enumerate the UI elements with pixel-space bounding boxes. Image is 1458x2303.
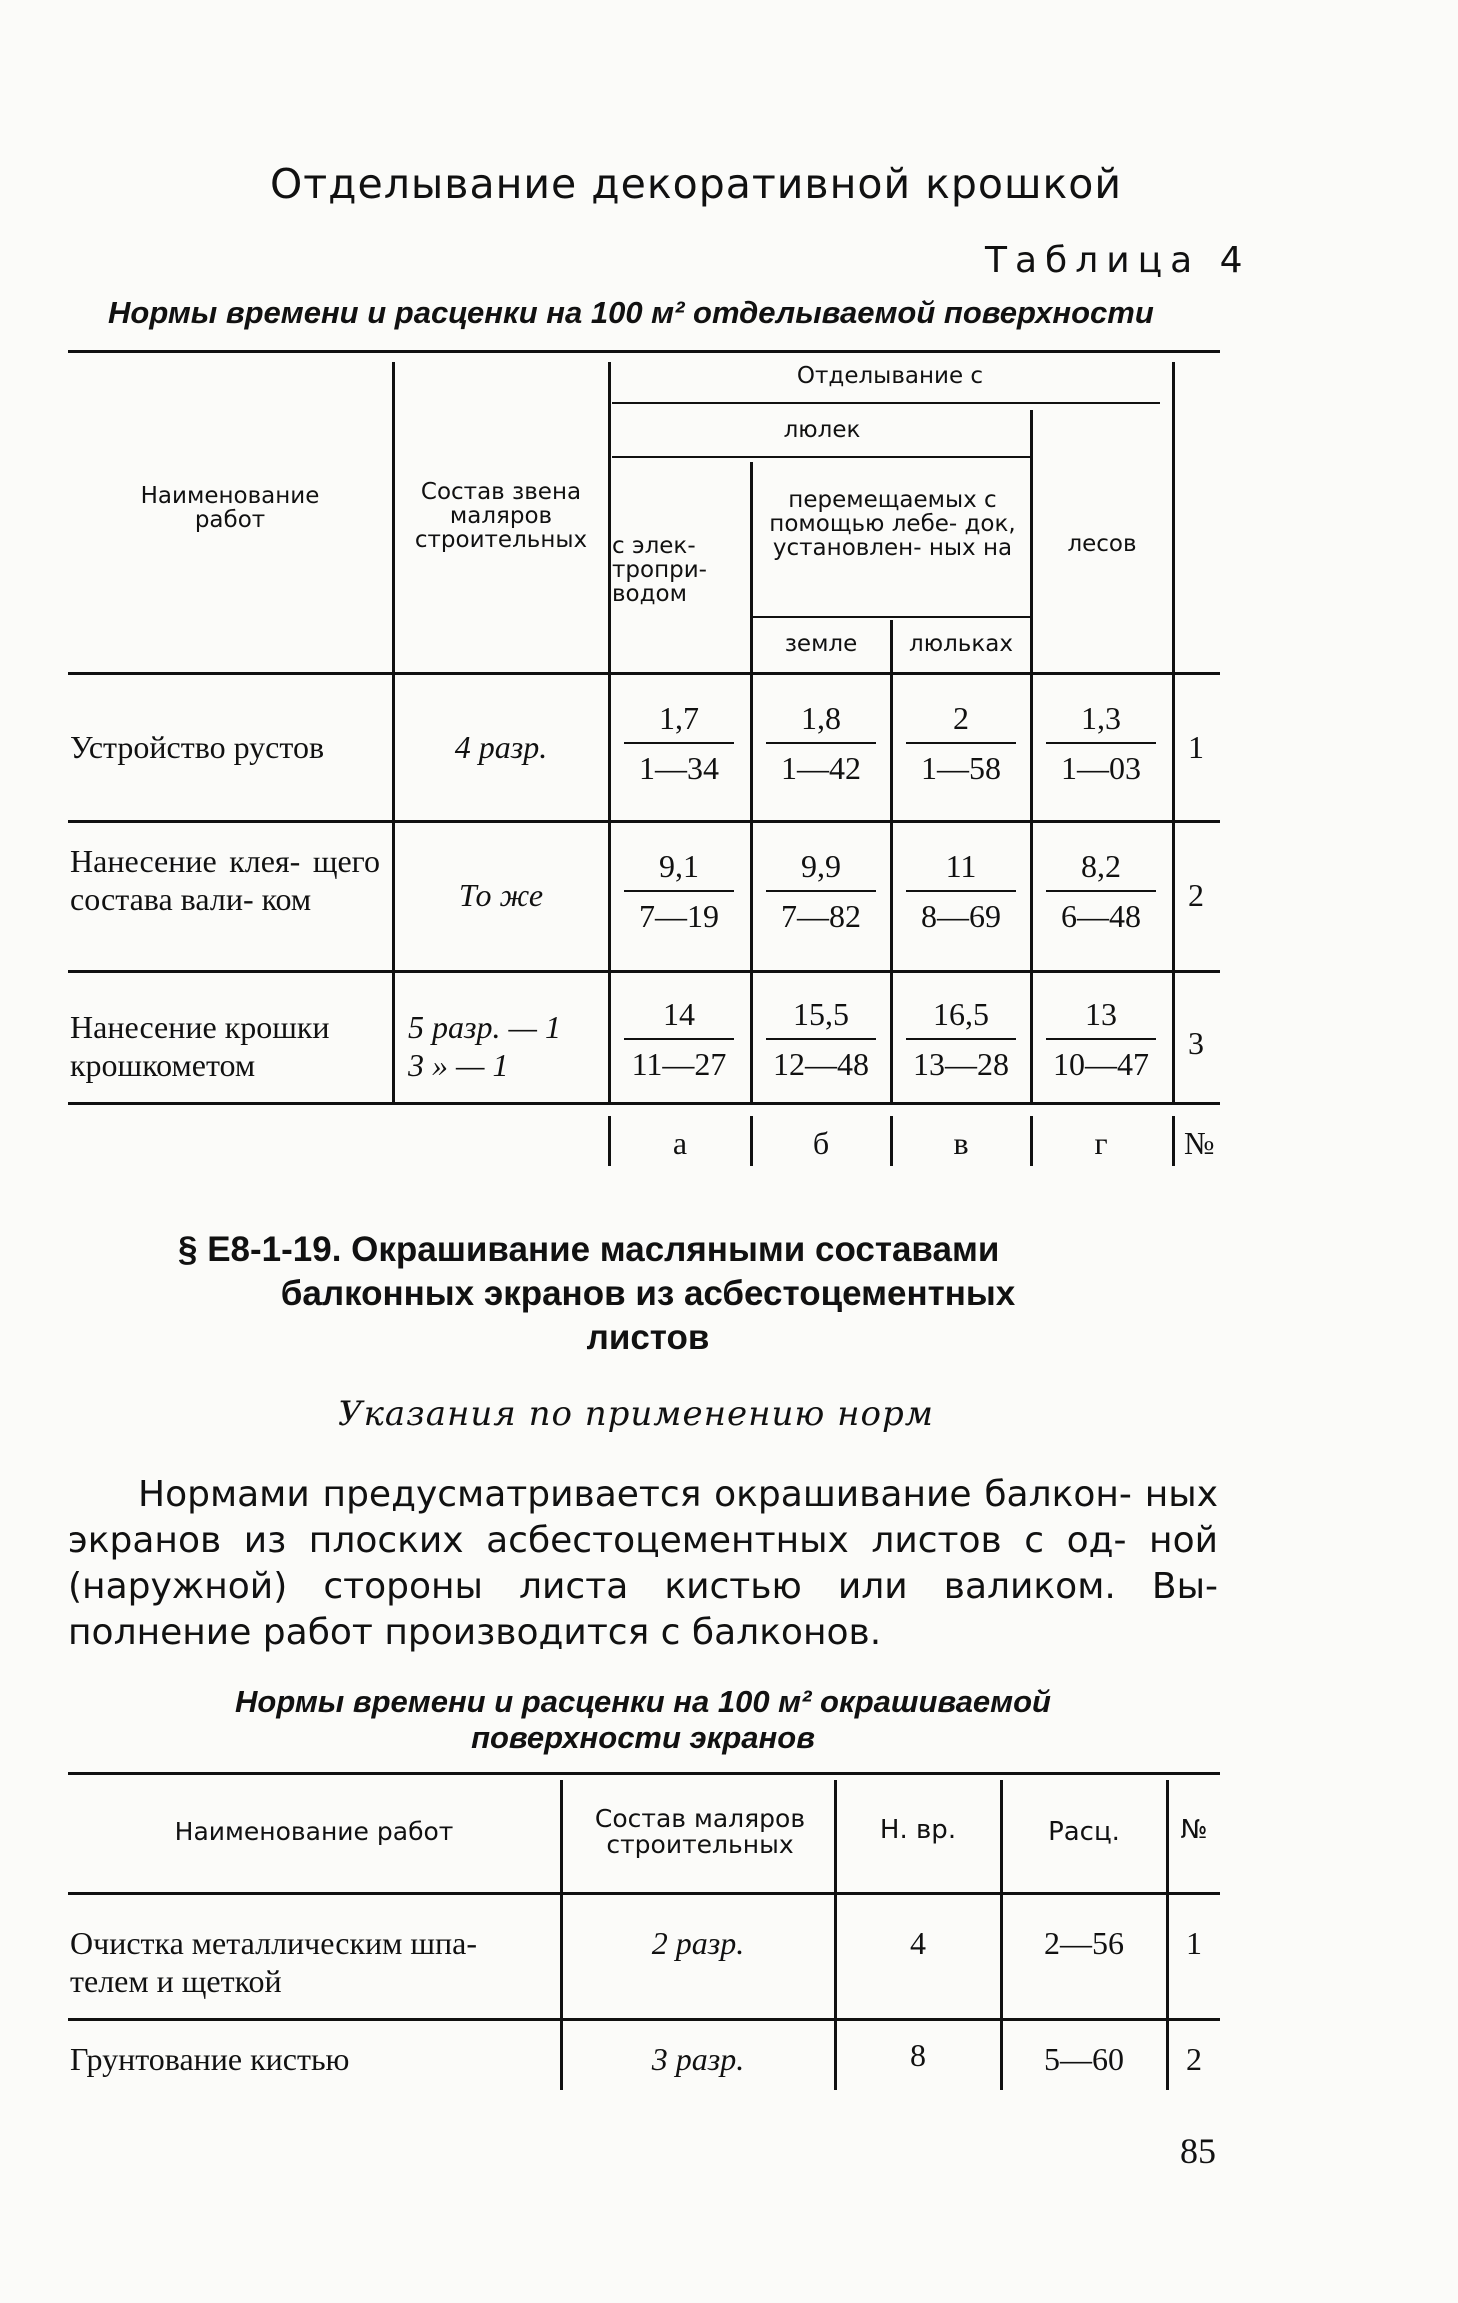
header-moved: перемещаемых с помощью лебе- док, установлен- ных на xyxy=(769,487,1016,561)
t2-row2-name: Грунтование кистью xyxy=(70,2041,350,2077)
row2-c-time: 11 xyxy=(945,848,977,884)
t2-vrule-4 xyxy=(1166,1780,1169,2090)
page-number: 85 xyxy=(1180,2131,1216,2171)
section2-heading-line2: балконных экранов из асбестоцементных xyxy=(280,1274,1016,1313)
rule-header-bottom xyxy=(68,672,1220,675)
header-crew: Состав звена маляров строительных xyxy=(414,479,588,553)
table-label: Таблица 4 xyxy=(985,240,1251,281)
footer-tick-4 xyxy=(1030,1116,1033,1166)
rule-row2 xyxy=(68,970,1220,973)
footer-b: б xyxy=(812,1125,830,1161)
footer-tick-2 xyxy=(750,1116,753,1166)
vrule-3 xyxy=(750,462,753,1102)
rule-row1 xyxy=(68,820,1220,823)
rule-group xyxy=(612,402,1160,404)
t2-vrule-3 xyxy=(1000,1780,1003,2090)
row3-a xyxy=(624,996,734,1082)
row2-b xyxy=(766,848,876,934)
row2-d-time: 8,2 xyxy=(1081,848,1121,884)
row1-d-time: 1,3 xyxy=(1081,700,1121,736)
t2-row1-rate: 2—56 xyxy=(1044,1925,1124,1961)
header-group: Отделывание с xyxy=(796,363,984,389)
row2-no: 2 xyxy=(1188,877,1204,913)
row2-d xyxy=(1046,848,1156,934)
row2-a-rate: 7—19 xyxy=(639,898,719,934)
table2-caption-line2: поверхности экранов xyxy=(471,1720,815,1755)
t2-vrule-2 xyxy=(834,1780,837,2090)
footer-c: в xyxy=(953,1125,969,1161)
row1-no: 1 xyxy=(1188,729,1204,765)
row1-a-rate: 1—34 xyxy=(639,750,719,786)
t2-header-time: Н. вр. xyxy=(879,1815,957,1845)
footer-a: а xyxy=(672,1125,688,1161)
rule-cradles xyxy=(612,456,1032,458)
t2-header-crew: Состав маляров строительных xyxy=(594,1804,806,1859)
row2-b-rate: 7—82 xyxy=(781,898,861,934)
footer-d: г xyxy=(1094,1125,1108,1161)
section2-paragraph: Нормами предусматривается окрашивание балкон- ных экранов из плоских асбестоцементных листов с од- ной (наружной) стороны листа кистью или валиком. Вы- полнение работ производится с балконов. xyxy=(68,1474,1218,1653)
row3-b-rate: 12—48 xyxy=(773,1046,869,1082)
section2-heading-line1: § Е8-1-19. Окрашивание масляными составами xyxy=(178,1230,1000,1269)
row2-d-rate: 6—48 xyxy=(1061,898,1141,934)
row1-b xyxy=(766,700,876,786)
row3-b-time: 15,5 xyxy=(793,996,849,1032)
t2-header-name: Наименование работ xyxy=(174,1817,454,1846)
row1-b-time: 1,8 xyxy=(801,700,841,736)
vrule-2 xyxy=(608,362,611,1102)
row3-name: Нанесение крошки крошкометом xyxy=(70,1009,330,1083)
t2-row2-no: 2 xyxy=(1186,2041,1202,2077)
row3-crew-2: 3 » — 1 xyxy=(408,1047,509,1083)
row1-c-rate: 1—58 xyxy=(921,750,1001,786)
row3-d-time: 13 xyxy=(1085,996,1117,1032)
row1-d xyxy=(1046,700,1156,786)
section2-heading-line3: листов xyxy=(586,1318,710,1357)
row3-a-rate: 11—27 xyxy=(631,1046,727,1082)
t2-row1-name: Очистка металлическим шпа- телем и щеткой xyxy=(70,1925,477,1999)
row3-d-rate: 10—47 xyxy=(1053,1046,1149,1082)
header-cradles2: люльках xyxy=(909,631,1013,657)
row2-a-time: 9,1 xyxy=(659,848,699,884)
header-scaffold: лесов xyxy=(1067,531,1137,557)
row2-name: Нанесение клея- щего состава вали- ком xyxy=(70,843,380,917)
header-ground: земле xyxy=(784,631,858,657)
header-cradles: люлек xyxy=(783,417,861,443)
t2-row1-crew: 2 разр. xyxy=(651,1925,745,1961)
row2-c-rate: 8—69 xyxy=(921,898,1001,934)
section2-subtitle: Указания по применению норм xyxy=(338,1394,934,1434)
vrule-1 xyxy=(392,362,395,1102)
row2-crew: То же xyxy=(458,877,544,913)
row3-c xyxy=(906,996,1016,1082)
row3-a-time: 14 xyxy=(663,996,695,1032)
table1-top-rule xyxy=(68,350,1220,353)
t2-vrule-1 xyxy=(560,1780,563,2090)
table2-top-rule xyxy=(68,1772,1220,1775)
row1-name: Устройство рустов xyxy=(70,729,325,765)
footer-tick-5 xyxy=(1172,1116,1175,1166)
t2-row2-time: 8 xyxy=(910,2037,926,2073)
row1-a-time: 1,7 xyxy=(659,700,699,736)
t2-row1-time: 4 xyxy=(910,1925,926,1961)
row3-c-rate: 13—28 xyxy=(913,1046,1009,1082)
t2-row2-crew: 3 разр. xyxy=(651,2041,745,2077)
t2-header-no: № xyxy=(1180,1815,1208,1845)
t2-header-rate: Расц. xyxy=(1048,1817,1120,1847)
footer-no: № xyxy=(1184,1125,1215,1161)
footer-tick-3 xyxy=(890,1116,893,1166)
row3-no: 3 xyxy=(1188,1025,1204,1061)
row3-crew-1: 5 разр. — 1 xyxy=(408,1009,561,1045)
t2-row1-no: 1 xyxy=(1186,1925,1202,1961)
row2-b-time: 9,9 xyxy=(801,848,841,884)
row3-d xyxy=(1046,996,1156,1082)
table1-caption: Нормы времени и расценки на 100 м² отделываемой поверхности xyxy=(108,295,1154,330)
row2-c xyxy=(906,848,1016,934)
table2-caption-line1: Нормы времени и расценки на 100 м² окрашиваемой xyxy=(235,1684,1051,1719)
footer-tick-1 xyxy=(608,1116,611,1166)
row3-c-time: 16,5 xyxy=(933,996,989,1032)
row1-crew: 4 разр. xyxy=(454,729,548,765)
table2-header-rule xyxy=(68,1892,1220,1895)
header-name: Наименование работ xyxy=(140,483,320,533)
row3-b xyxy=(766,996,876,1082)
row2-a xyxy=(624,848,734,934)
vrule-5 xyxy=(1030,410,1033,1102)
table2-row-rule xyxy=(68,2018,1220,2021)
t2-row2-rate: 5—60 xyxy=(1044,2041,1124,2077)
row1-c xyxy=(906,700,1016,786)
row1-b-rate: 1—42 xyxy=(781,750,861,786)
rule-table1-bottom xyxy=(68,1102,1220,1105)
row1-c-time: 2 xyxy=(953,700,969,736)
row1-a xyxy=(624,700,734,786)
section-title: Отделывание декоративной крошкой xyxy=(270,160,1123,208)
vrule-6 xyxy=(1172,362,1175,1102)
vrule-4 xyxy=(890,620,893,1102)
rule-moved xyxy=(752,616,1032,618)
header-electric: с элек- тропри- водом xyxy=(612,533,707,607)
row1-d-rate: 1—03 xyxy=(1061,750,1141,786)
